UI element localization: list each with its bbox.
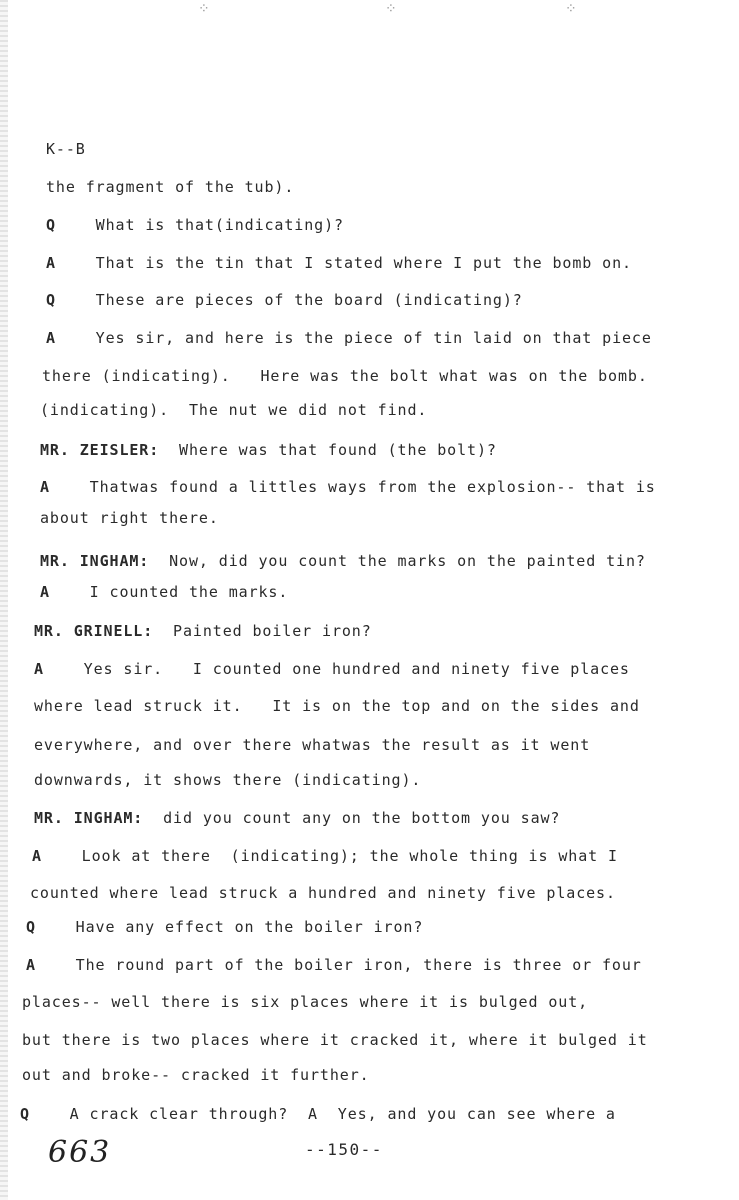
transcript-line-speaker <box>40 441 497 459</box>
transcript-line-speaker <box>32 847 618 865</box>
line-text: out and broke-- cracked it further. <box>22 1066 370 1084</box>
line-text: What is that(indicating)? <box>95 216 344 234</box>
transcript-line-speaker <box>40 552 646 570</box>
transcript-line-speaker <box>20 1105 616 1123</box>
transcript-line-speaker <box>26 956 642 974</box>
transcript-line-speaker <box>46 291 523 309</box>
line-text: Now, did you count the marks on the painted tin? <box>169 552 646 570</box>
transcript-line-continuation <box>22 1066 370 1084</box>
speaker-label: MR. INGHAM: <box>40 552 150 570</box>
speaker-label: Q <box>46 291 56 309</box>
line-text: Have any effect on the boiler iron? <box>75 918 424 936</box>
transcript-line-continuation <box>40 509 219 527</box>
line-text: places-- well there is six places where it is bulged out, <box>22 993 589 1011</box>
speaker-label: A <box>26 956 36 974</box>
line-text: the fragment of the tub). <box>46 178 295 196</box>
punch-hole-mark-icon: ⁘ <box>385 1 397 17</box>
speaker-label: A <box>40 478 50 496</box>
transcript-line-continuation <box>22 993 588 1011</box>
speaker-label: MR. ZEISLER: <box>40 441 160 459</box>
transcript-line-speaker <box>34 622 372 640</box>
transcript-line-continuation <box>42 367 648 385</box>
speaker-label: A <box>46 329 56 347</box>
line-text: downwards, it shows there (indicating). <box>34 771 422 789</box>
handwritten-page-number: 663 <box>48 1135 112 1170</box>
transcript-line-continuation <box>30 884 616 902</box>
line-text: Where was that found (the bolt)? <box>179 441 497 459</box>
punch-hole-mark-icon: ⁘ <box>565 1 577 17</box>
transcript-line-continuation <box>22 1031 648 1049</box>
line-text: did you count any on the bottom you saw? <box>163 809 561 827</box>
speaker-label: Q <box>46 216 56 234</box>
line-text: Painted boiler iron? <box>173 622 372 640</box>
line-text: Yes sir, and here is the piece of tin laid on that piece <box>95 329 652 347</box>
transcript-line-continuation <box>40 401 427 419</box>
line-text: about right there. <box>40 509 219 527</box>
line-text: Look at there (indicating); the whole thing is what I <box>81 847 618 865</box>
transcript-line-speaker <box>26 918 423 936</box>
transcript-line-continuation <box>34 771 421 789</box>
line-text: where lead struck it. It is on the top and on the sides and <box>34 697 640 715</box>
transcript-line-speaker <box>34 660 630 678</box>
speaker-label: A <box>46 254 56 272</box>
header-code: K--B <box>46 140 86 158</box>
line-text: The round part of the boiler iron, there is three or four <box>75 956 642 974</box>
speaker-label: MR. INGHAM: <box>34 809 144 827</box>
transcript-line-speaker <box>46 329 652 347</box>
transcript-line-speaker <box>40 478 656 496</box>
line-text: That is the tin that I stated where I put the bomb on. <box>95 254 632 272</box>
speaker-label: MR. GRINELL: <box>34 622 154 640</box>
line-text: Thatwas found a littles ways from the explosion-- that is <box>89 478 656 496</box>
transcript-line-speaker <box>40 583 288 601</box>
line-text: counted where lead struck a hundred and ninety five places. <box>30 884 616 902</box>
line-text: A crack clear through? A Yes, and you can see where a <box>69 1105 616 1123</box>
line-text: there (indicating). Here was the bolt what was on the bomb. <box>42 367 648 385</box>
line-text: (indicating). The nut we did not find. <box>40 401 428 419</box>
transcript-line-continuation <box>34 736 590 754</box>
page-edge-shadow <box>0 0 8 1200</box>
line-text: everywhere, and over there whatwas the result as it went <box>34 736 591 754</box>
speaker-label: A <box>34 660 44 678</box>
speaker-label: A <box>32 847 42 865</box>
transcript-line-continuation <box>46 178 294 196</box>
transcript-line-speaker <box>46 216 344 234</box>
transcript-line-speaker <box>34 809 560 827</box>
page-number: --150-- <box>305 1140 383 1159</box>
line-text: Yes sir. I counted one hundred and ninety five places <box>83 660 630 678</box>
line-text: but there is two places where it cracked it, where it bulged it <box>22 1031 648 1049</box>
transcript-line-continuation <box>34 697 640 715</box>
line-text: I counted the marks. <box>89 583 289 601</box>
punch-hole-mark-icon: ⁘ <box>198 1 210 17</box>
speaker-label: Q <box>26 918 36 936</box>
speaker-label: Q <box>20 1105 30 1123</box>
line-text: These are pieces of the board (indicating)? <box>95 291 523 309</box>
speaker-label: A <box>40 583 50 601</box>
transcript-line-speaker <box>46 254 632 272</box>
